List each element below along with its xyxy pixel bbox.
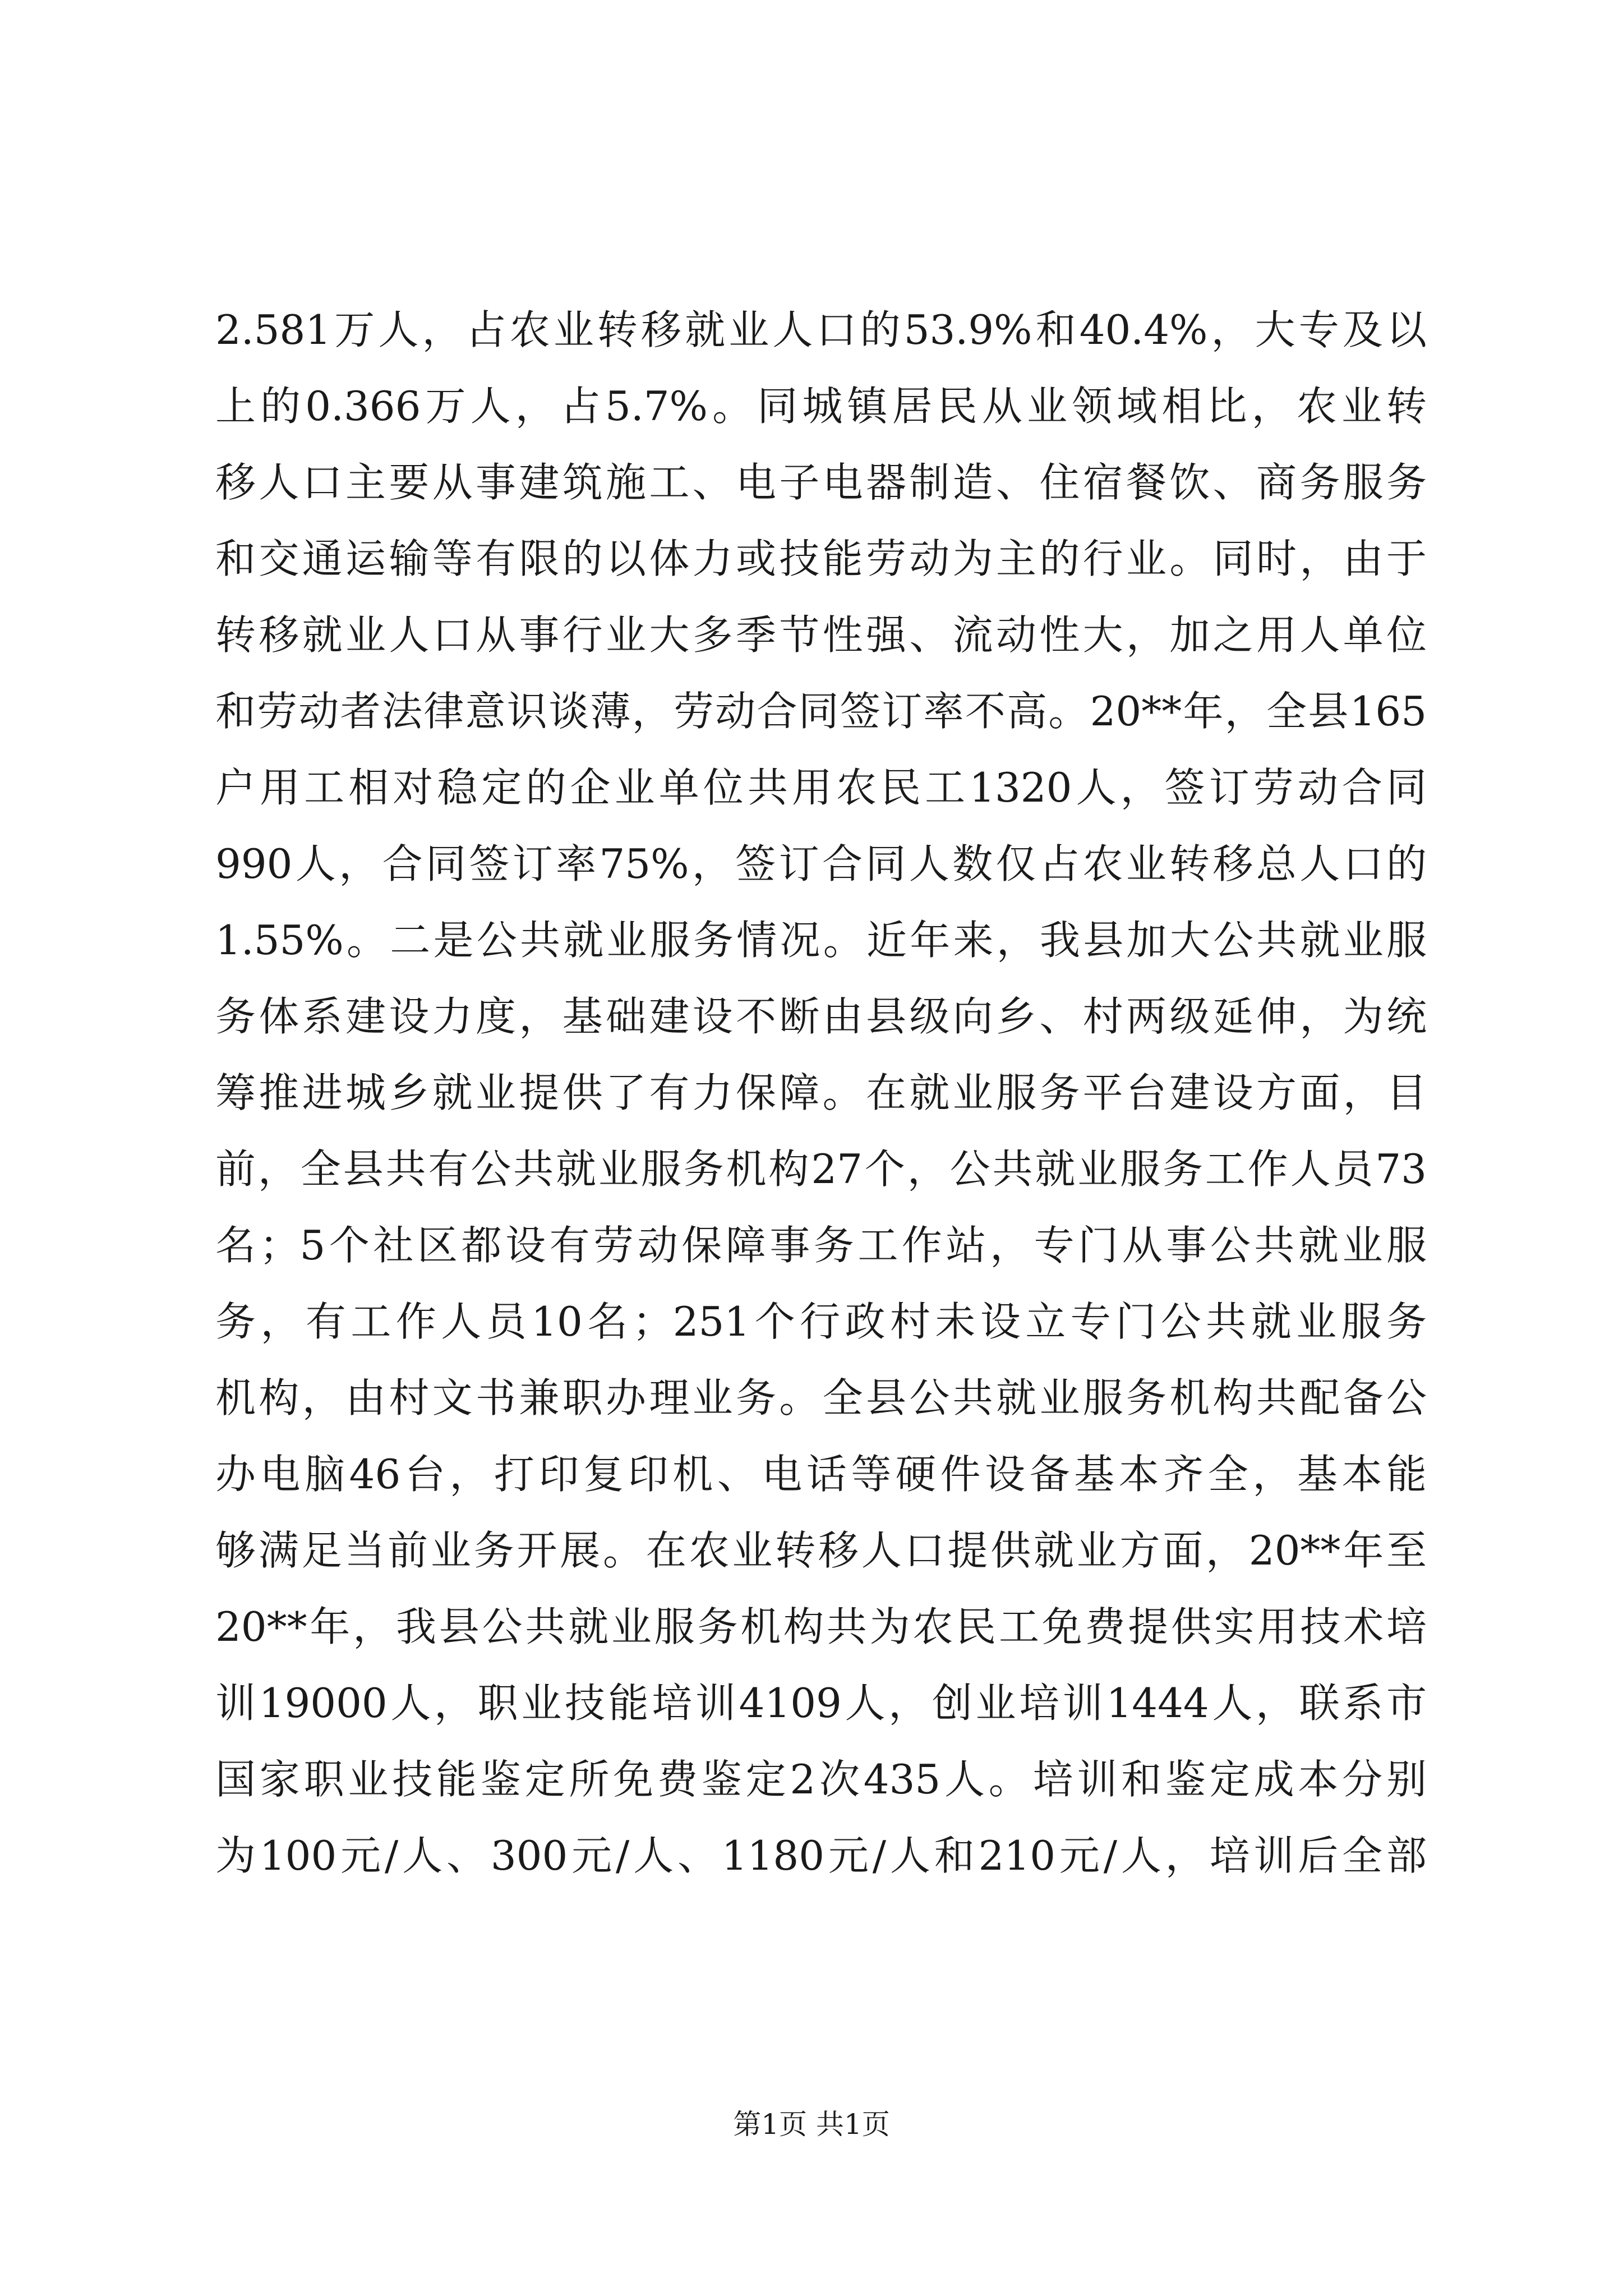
text-line-13: 名；5个社区都设有劳动保障事务工作站，专门从事公共就业服 xyxy=(215,1222,1427,1269)
text-line-5: 转移就业人口从事行业大多季节性强、流动性大，加之用人单位 xyxy=(215,611,1427,659)
text-line-18: 20**年，我县公共就业服务机构共为农民工免费提供实用技术培 xyxy=(215,1603,1427,1650)
text-line-16: 办电脑46台，打印复印机、电话等硬件设备基本齐全，基本能 xyxy=(215,1451,1427,1498)
page-number-label: 第1页 共1页 xyxy=(733,2108,890,2141)
text-line-7: 户用工相对稳定的企业单位共用农民工1320人，签订劳动合同 xyxy=(215,764,1427,811)
text-line-14: 务，有工作人员10名；251个行政村未设立专门公共就业服务 xyxy=(215,1298,1427,1345)
text-line-19: 训19000人，职业技能培训4109人，创业培训1444人，联系市 xyxy=(215,1680,1427,1727)
text-line-12: 前，全县共有公共就业服务机构27个，公共就业服务工作人员73 xyxy=(215,1145,1427,1193)
text-line-2: 上的0.366万人，占5.7%。同城镇居民从业领域相比，农业转 xyxy=(215,383,1427,430)
text-line-20: 国家职业技能鉴定所免费鉴定2次435人。培训和鉴定成本分别 xyxy=(215,1756,1427,1803)
text-line-10: 务体系建设力度，基础建设不断由县级向乡、村两级延伸，为统 xyxy=(215,993,1427,1040)
text-line-11: 筹推进城乡就业提供了有力保障。在就业服务平台建设方面，目 xyxy=(215,1069,1427,1116)
body-paragraph xyxy=(215,292,1427,1894)
text-line-17: 够满足当前业务开展。在农业转移人口提供就业方面，20**年至 xyxy=(215,1527,1427,1574)
text-line-9: 1.55%。二是公共就业服务情况。近年来，我县加大公共就业服 xyxy=(215,917,1427,964)
text-line-8: 990人，合同签订率75%，签订合同人数仅占农业转移总人口的 xyxy=(215,840,1427,887)
text-line-15: 机构，由村文书兼职办理业务。全县公共就业服务机构共配备公 xyxy=(215,1374,1427,1421)
text-line-3: 移人口主要从事建筑施工、电子电器制造、住宿餐饮、商务服务 xyxy=(215,459,1427,506)
text-line-4: 和交通运输等有限的以体力或技能劳动为主的行业。同时，由于 xyxy=(215,535,1427,582)
page-footer xyxy=(0,2106,1623,2142)
text-line-1: 2.581万人，占农业转移就业人口的53.9%和40.4%，大专及以 xyxy=(215,306,1427,353)
text-line-21: 为100元/人、300元/人、1180元/人和210元/人，培训后全部 xyxy=(215,1832,1427,1879)
text-line-6: 和劳动者法律意识谈薄，劳动合同签订率不高。20**年，全县165 xyxy=(215,688,1427,735)
